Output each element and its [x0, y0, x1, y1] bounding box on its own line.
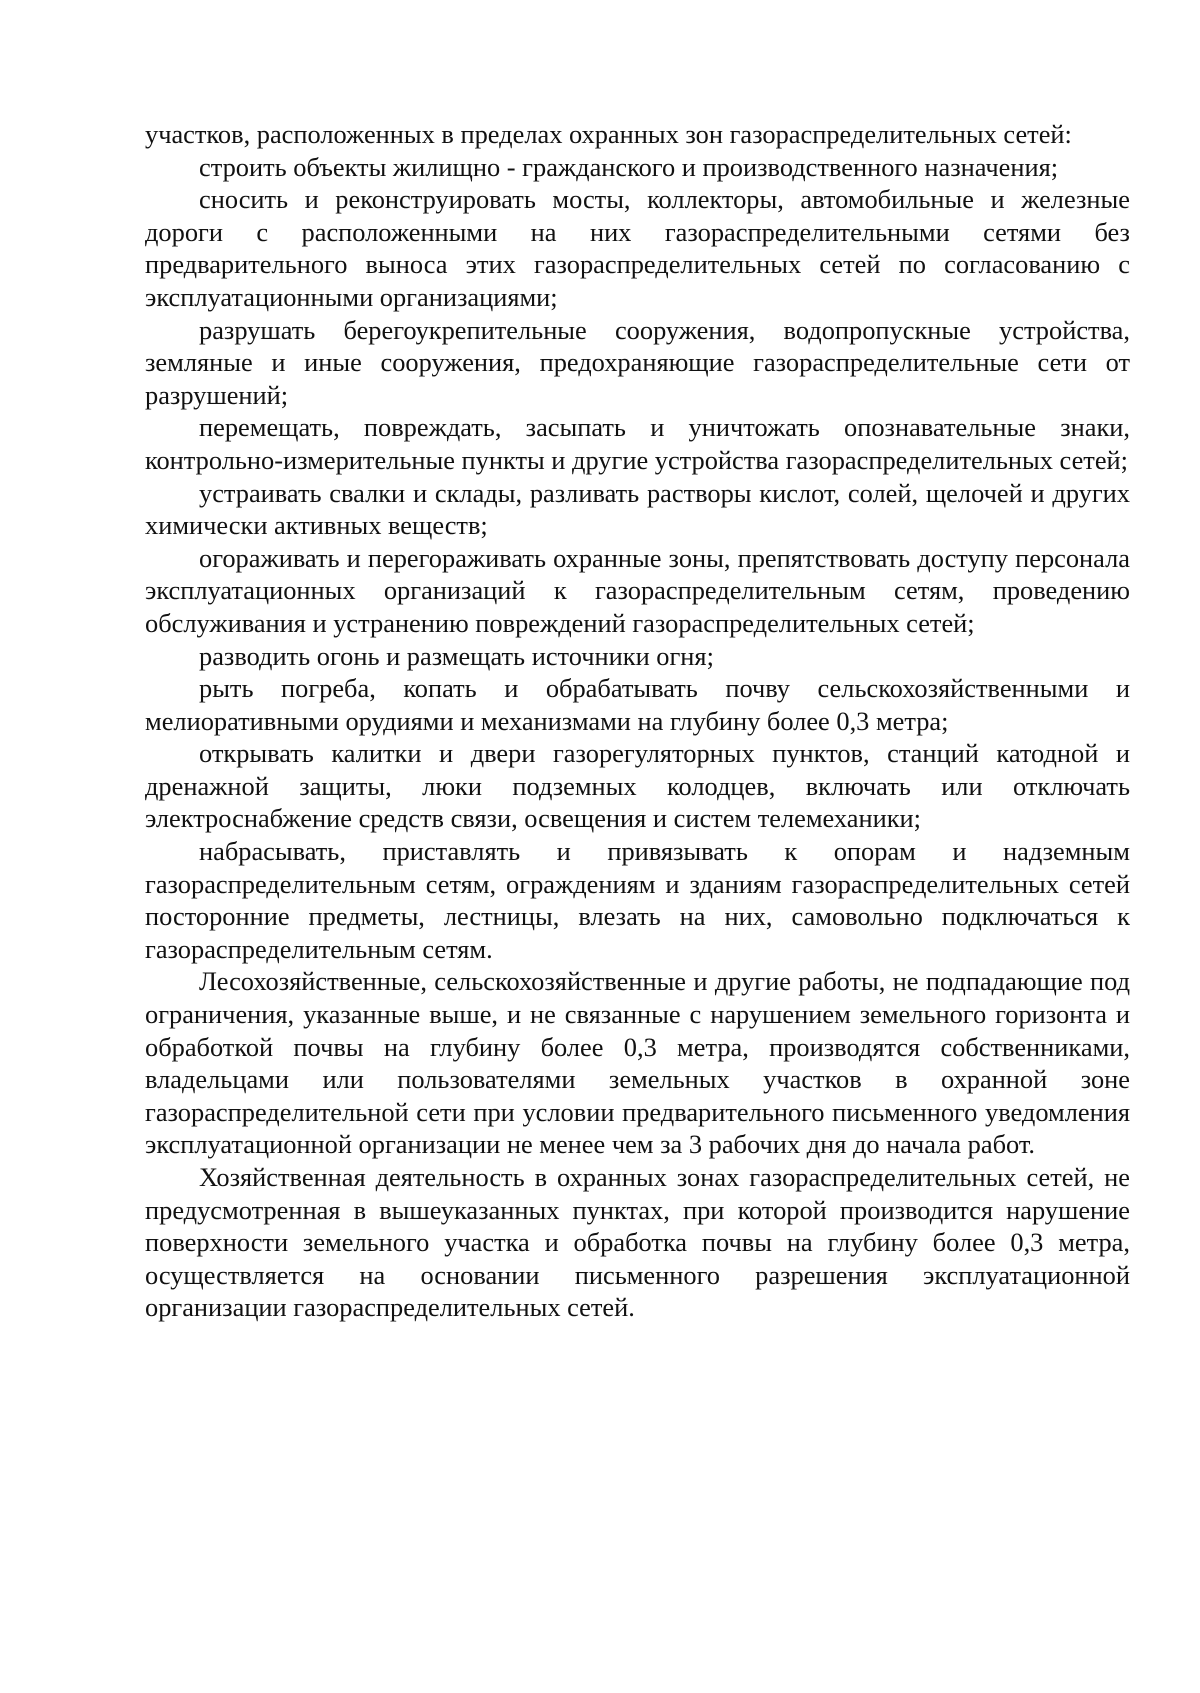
- paragraph-dumps: устраивать свалки и склады, разливать растворы кислот, солей, щелочей и других химически активных веществ;: [145, 477, 1130, 541]
- paragraph-build-objects: строить объекты жилищно - гражданского и производственного назначения;: [199, 151, 1059, 182]
- paragraph-digging: рыть погреба, копать и обрабатывать почву сельскохозяйственными и мелиоративными орудиями и механизмами на глубину более 0,3 метра;: [145, 673, 1130, 736]
- paragraph-forestry-works: Лесохозяйственные, сельскохозяйственные и другие работы, не подпадающие под ограничения, указанные выше, и не связанные с нарушением земельного горизонта и обработкой почвы на глубину более 0,3 метра, производятся собственниками, владельцами или пользователями земельных участков в охранной зоне газораспределительной сети при условии предварительного письменного уведомления эксплуатационной организации не менее чем за 3 рабочих дня до начала работ.: [145, 966, 1130, 1160]
- paragraph-fire: разводить огонь и размещать источники огня;: [199, 640, 714, 671]
- paragraph-destroy-structures: разрушать берегоукрепительные сооружения, водопропускные устройства, земляные и иные сооружения, предохраняющие газораспределительные сети от разрушений;: [145, 314, 1130, 410]
- paragraph-economic-activity: Хозяйственная деятельность в охранных зонах газораспределительных сетей, не предусмотренная в вышеуказанных пунктах, при которой производится нарушение поверхности земельного участка и обработка почвы на глубину более 0,3 метра, осуществляется на основании письменного разрешения эксплуатационной организации газораспределительных сетей.: [145, 1162, 1130, 1323]
- paragraph-fence-zones: огораживать и перегораживать охранные зоны, препятствовать доступу персонала эксплуатационных организаций к газораспределительным сетям, проведению обслуживания и устранению повреждений газораспределительных сетей;: [145, 542, 1130, 638]
- document-body: [145, 118, 1130, 1324]
- paragraph-demolish-bridges: сносить и реконструировать мосты, коллекторы, автомобильные и железные дороги с расположенными на них газораспределительными сетями без предварительного выноса этих газораспределительных сетей по согласованию с эксплуатационными организациями;: [145, 184, 1130, 312]
- paragraph-move-signs: перемещать, повреждать, засыпать и уничтожать опознавательные знаки, контрольно-измерительные пункты и другие устройства газораспределительных сетей;: [145, 412, 1130, 475]
- paragraph-continuation: участков, расположенных в пределах охранных зон газораспределительных сетей:: [145, 119, 1072, 149]
- paragraph-open-doors: открывать калитки и двери газорегуляторных пунктов, станций катодной и дренажной защиты, люки подземных колодцев, включать или отключать электроснабжение средств связи, освещения и систем телемеханики;: [145, 738, 1130, 834]
- paragraph-attach-objects: набрасывать, приставлять и привязывать к опорам и надземным газораспределительным сетям, ограждениям и зданиям газораспределительных сетей посторонние предметы, лестницы, влезать на них, самовольно подключаться к газораспределительным сетям.: [145, 836, 1130, 964]
